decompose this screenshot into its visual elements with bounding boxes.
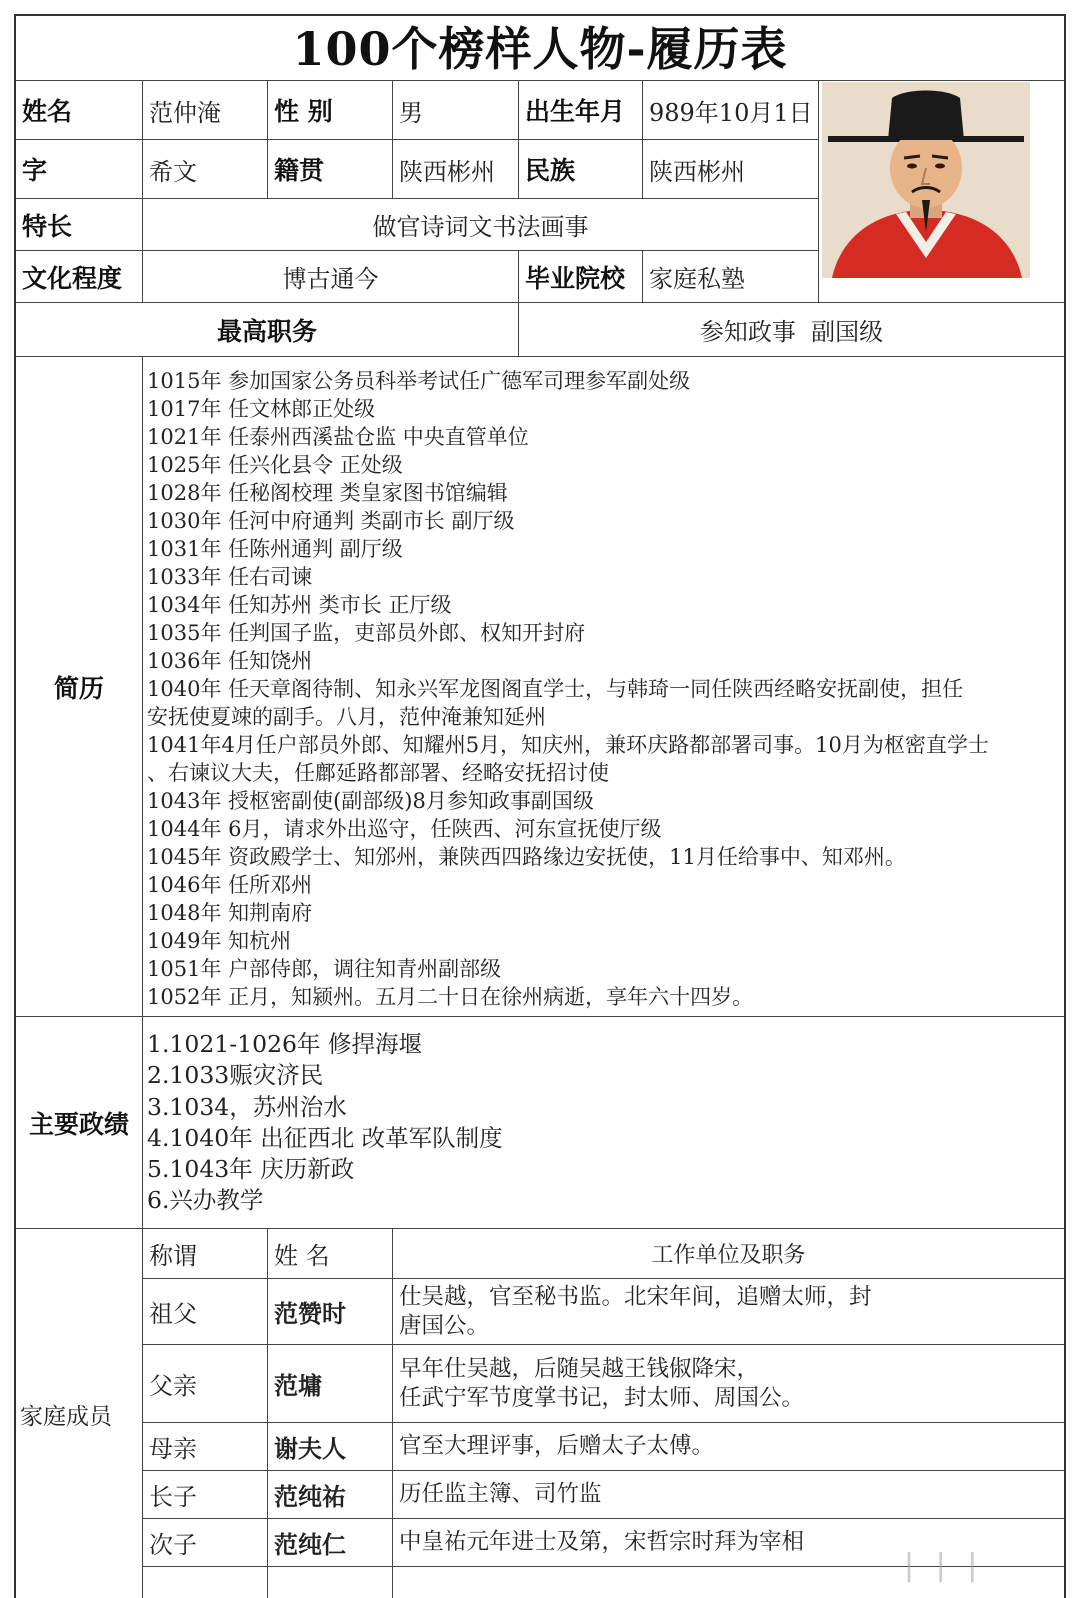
- family-relation: 母亲: [142, 1422, 267, 1470]
- resume-line: 安抚使夏竦的副手。八月，范仲淹兼知延州: [147, 705, 546, 729]
- resume-line: 1031年 任陈州通判 副厅级: [147, 537, 403, 561]
- family-job: 官至大理评事，后赠太子太傅。: [392, 1422, 1064, 1470]
- family-job-line: 早年仕吴越，后随吴越王钱俶降宋，: [399, 1355, 760, 1382]
- deed-item: 1.1021-1026年 修捍海堰: [147, 1030, 422, 1058]
- family-header-relation: 称谓: [142, 1228, 267, 1278]
- specialty-value: 做官诗词文书法画事: [142, 198, 818, 250]
- resume-line: 1049年 知杭州: [147, 929, 292, 953]
- ethnic-label: 民族: [518, 139, 642, 198]
- page-title: 100个榜样人物-履历表: [292, 22, 788, 76]
- resume-line: 1025年 任兴化县令 正处级: [147, 453, 403, 477]
- specialty-label: 特长: [16, 198, 142, 250]
- family-job: 历任监主簿、司竹监: [392, 1470, 1064, 1518]
- family-label: 家庭成员: [16, 1228, 142, 1598]
- deed-item: 4.1040年 出征西北 改革军队制度: [147, 1123, 503, 1152]
- school-label: 毕业院校: [518, 250, 642, 302]
- zi-value: 希文: [142, 139, 267, 198]
- deeds-list: [142, 1016, 1064, 1228]
- birth-value: 989年10月1日: [642, 80, 818, 139]
- family-job-line: 唐国公。: [399, 1312, 490, 1339]
- family-relation: 祖父: [142, 1278, 267, 1344]
- gender-value: 男: [392, 80, 518, 139]
- ethnic-value: 陕西彬州: [642, 139, 818, 198]
- origin-label: 籍贯: [267, 139, 392, 198]
- family-relation: 次子: [142, 1518, 267, 1566]
- name-label: 姓名: [16, 80, 142, 139]
- eye: [935, 164, 945, 169]
- family-job-line: 任武宁军节度掌书记，封太师、周国公。: [399, 1384, 805, 1411]
- resume-line: 1017年 任文林郎正处级: [147, 397, 376, 421]
- origin-value: 陕西彬州: [392, 139, 518, 198]
- resume-label: 简历: [16, 356, 142, 1016]
- family-header-job: 工作单位及职务: [392, 1228, 1064, 1278]
- family-job: [392, 1278, 1064, 1344]
- gender-label: 性 别: [267, 80, 392, 139]
- family-name: 范赞时: [267, 1278, 392, 1344]
- resume-line: 1021年 任泰州西溪盐仓监 中央直管单位: [147, 425, 529, 449]
- deed-item: 5.1043年 庆历新政: [147, 1155, 355, 1184]
- resume-line: 1033年 任右司谏: [147, 565, 313, 589]
- resume-line: 1030年 任河中府通判 类副市长 副厅级: [147, 509, 515, 533]
- resume-line: 1015年 参加国家公务员科举考试任广德军司理参军副处级: [147, 369, 691, 393]
- zi-label: 字: [16, 139, 142, 198]
- eyebrow: [904, 156, 920, 158]
- name-value: 范仲淹: [142, 80, 267, 139]
- family-empty-cell: [267, 1566, 392, 1598]
- resume-line: 1043年 授枢密副使(副部级)8月参知政事副国级: [147, 789, 594, 813]
- resume-line: 、右谏议大夫，任鄜延路都部署、经略安抚招讨使: [147, 761, 609, 785]
- portrait-image: [822, 82, 1030, 278]
- family-job: 中皇祐元年进士及第，宋哲宗时拜为宰相: [392, 1518, 1064, 1566]
- birth-label: 出生年月: [518, 80, 642, 139]
- resume-line: 1040年 任天章阁待制、知永兴军龙图阁直学士，与韩琦一同任陕西经略安抚副使，担任: [147, 677, 964, 701]
- deed-item: 2.1033赈灾济民: [147, 1061, 324, 1090]
- resume-line: 1046年 任所邓州: [147, 873, 313, 897]
- eyebrow: [932, 156, 948, 158]
- school-value: 家庭私塾: [642, 250, 818, 302]
- watermark: | | |: [904, 1548, 984, 1583]
- resume-line: 1048年 知荆南府: [147, 901, 313, 925]
- resume-line: 1028年 任秘阁校理 类皇家图书馆编辑: [147, 481, 508, 505]
- family-name: 谢夫人: [267, 1422, 392, 1470]
- family-job-line: 仕吴越，官至秘书监。北宋年间，追赠太师，封: [399, 1283, 872, 1310]
- family-header-name: 姓 名: [267, 1228, 392, 1278]
- deed-item: 3.1034，苏州治水: [147, 1092, 347, 1121]
- resume-line: 1034年 任知苏州 类市长 正厅级: [147, 593, 452, 617]
- resume-list: [142, 356, 1064, 1016]
- family-relation: 父亲: [142, 1344, 267, 1422]
- family-name: 范纯仁: [267, 1518, 392, 1566]
- black-hat: [888, 91, 964, 141]
- resume-line: 1035年 任判国子监，吏部员外郎、权知开封府: [147, 621, 586, 645]
- resume-line: 1051年 户部侍郎，调往知青州副部级: [147, 957, 502, 981]
- top-post-label: 最高职务: [16, 302, 518, 356]
- resume-line: 1036年 任知饶州: [147, 649, 313, 673]
- deeds-label: 主要政绩: [16, 1016, 142, 1228]
- family-name: 范墉: [267, 1344, 392, 1422]
- education-value: 博古通今: [142, 250, 518, 302]
- deed-item: 6.兴办教学: [147, 1186, 264, 1215]
- resume-line: 1041年4月任户部员外郎、知耀州5月，知庆州，兼环庆路都部署司事。10月为枢密直学士: [147, 733, 989, 757]
- family-empty-cell: [142, 1566, 143, 1598]
- family-job: [392, 1344, 1064, 1422]
- resume-line: 1044年 6月，请求外出巡守，任陕西、河东宣抚使厅级: [147, 817, 662, 841]
- resume-line: 1052年 正月，知颍州。五月二十日在徐州病逝，享年六十四岁。: [147, 985, 754, 1009]
- top-post-value: 参知政事 副国级: [518, 302, 1064, 356]
- family-name: 范纯祐: [267, 1470, 392, 1518]
- family-relation: 长子: [142, 1470, 267, 1518]
- resume-line: 1045年 资政殿学士、知邠州，兼陕西四路缘边安抚使，11月任给事中、知邓州。: [147, 845, 906, 869]
- family-empty-cell: [392, 1566, 393, 1598]
- eye: [907, 164, 917, 169]
- education-label: 文化程度: [16, 250, 142, 302]
